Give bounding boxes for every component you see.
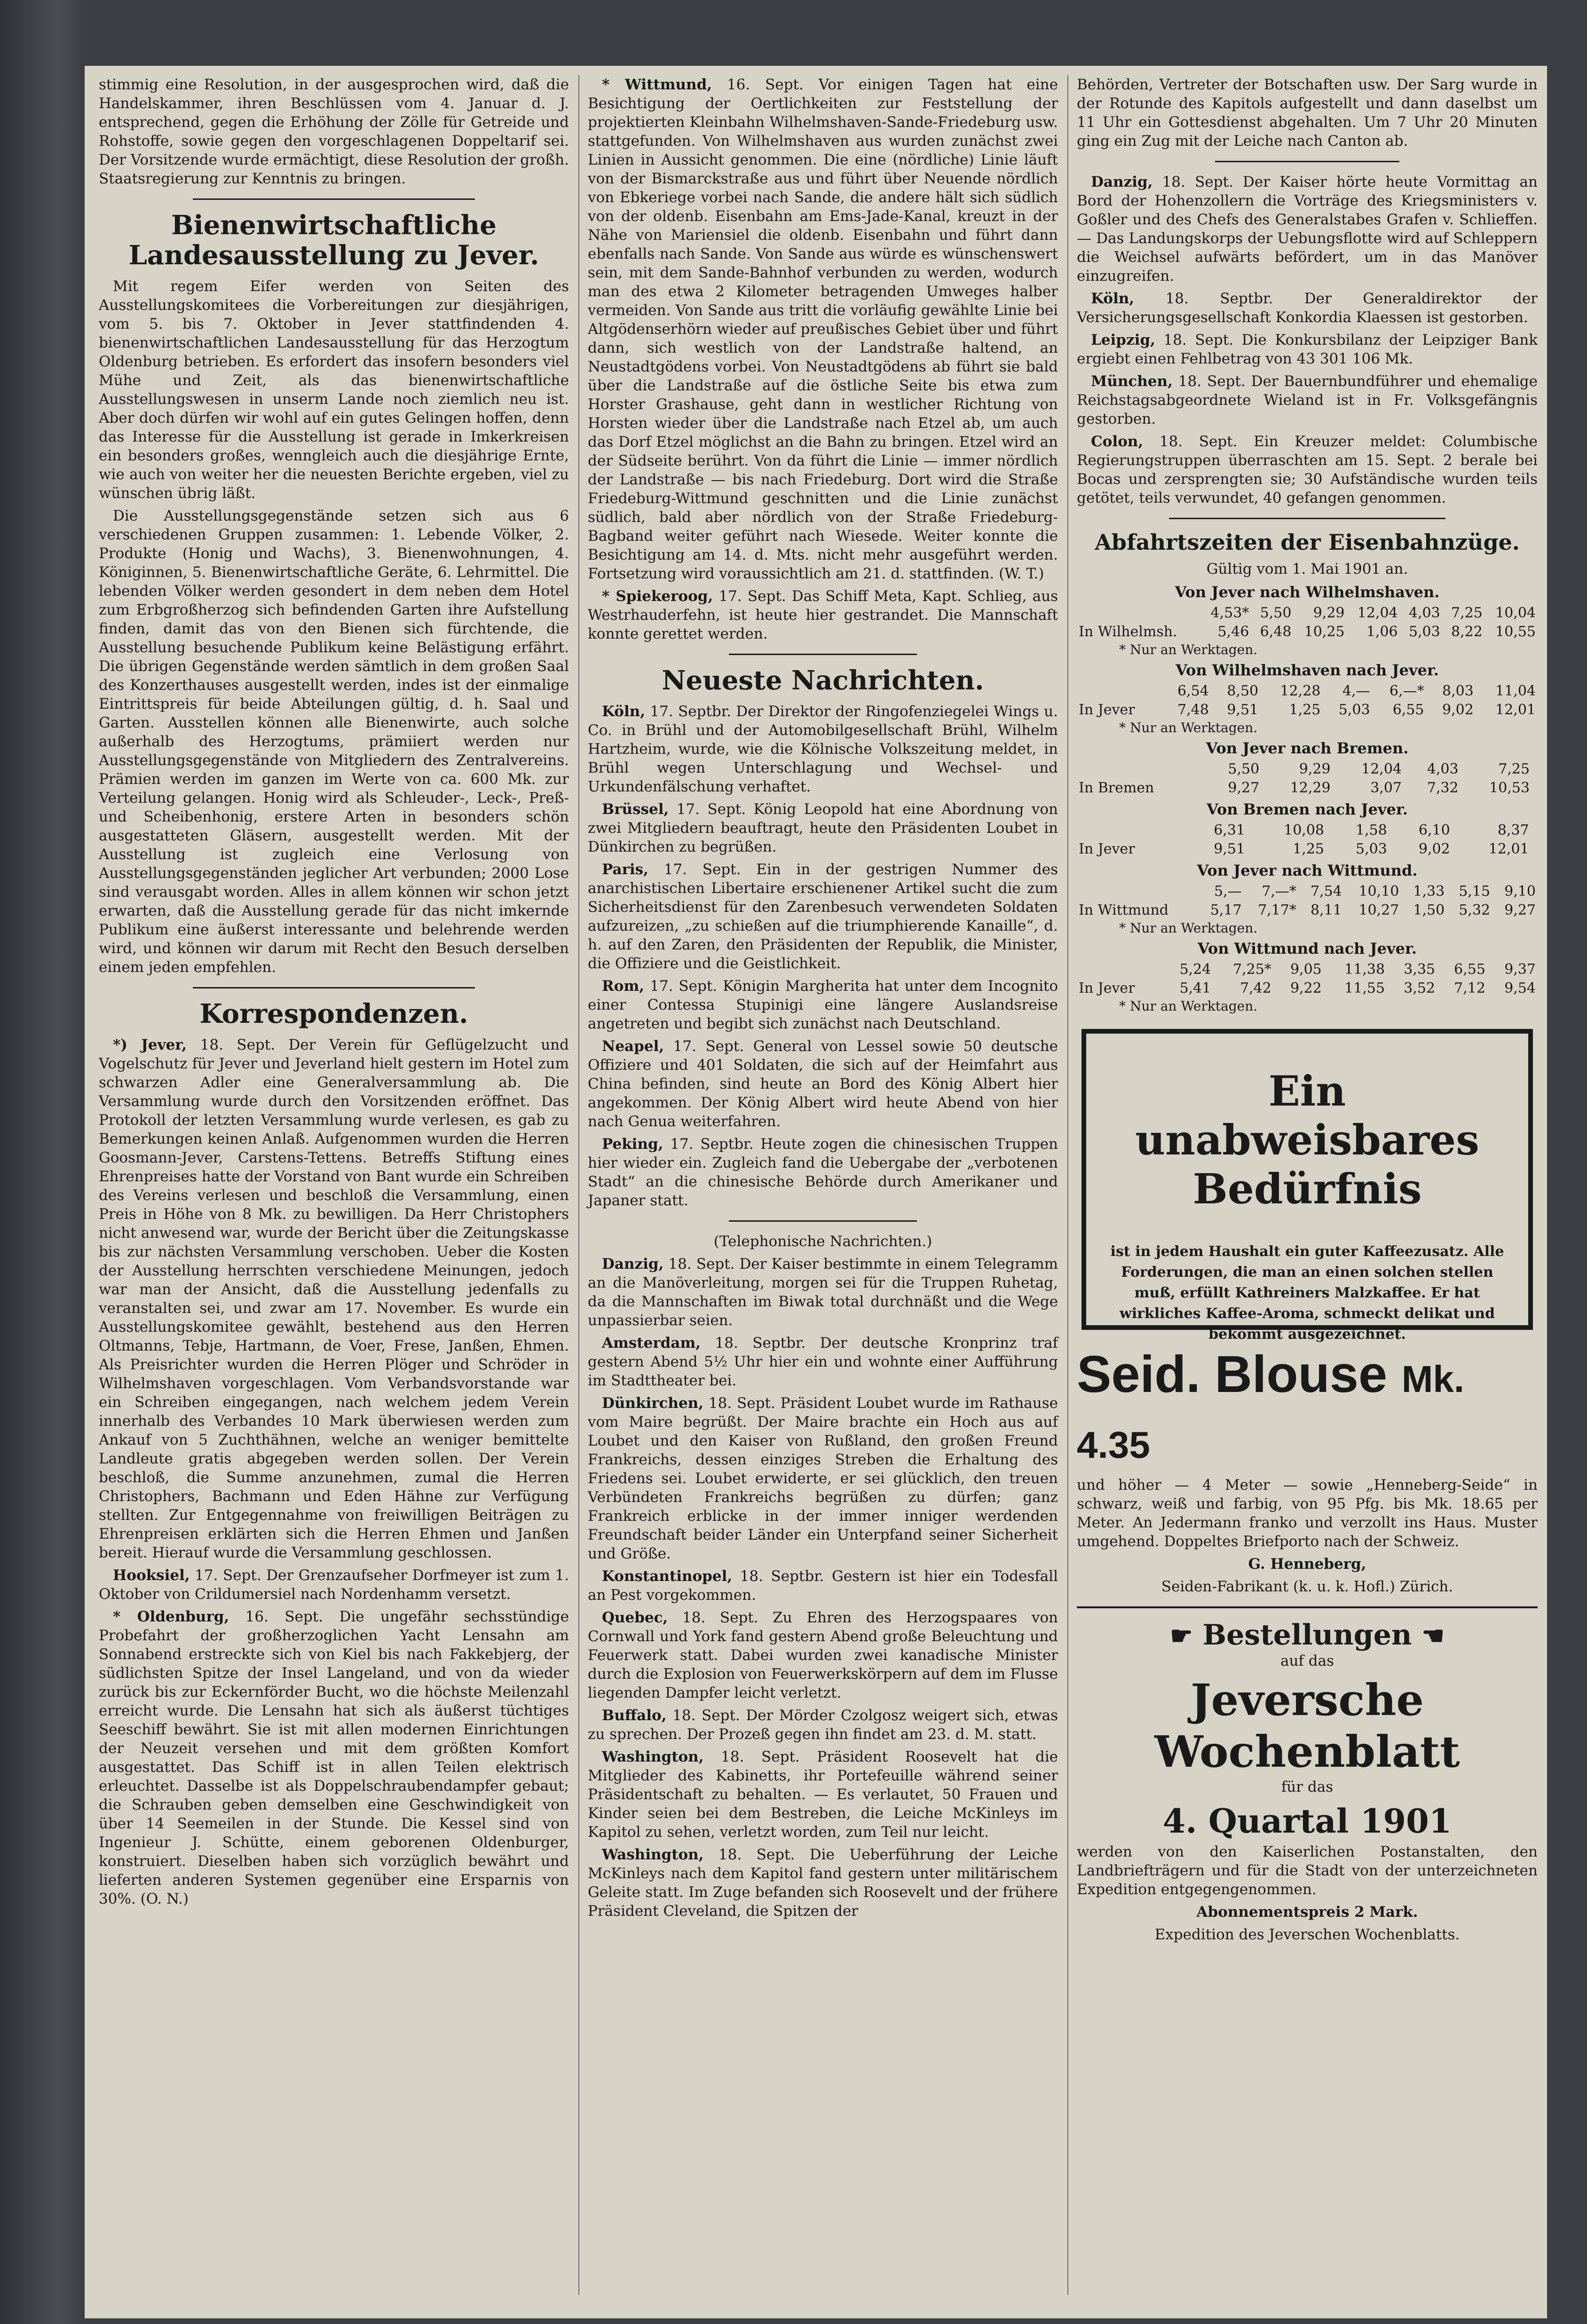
timetable-time: 5,32: [1459, 902, 1491, 918]
news-list: [588, 702, 1058, 1210]
ad-signature: Expedition des Jeverschen Wochenblatts.: [1154, 1926, 1460, 1943]
news-text: 18. Septbr. Gestern ist hier ein Todesfall an Pest vorgekommen.: [588, 1568, 1058, 1604]
timetable-station: In Bremen: [1079, 780, 1154, 796]
timetable-time: 9,51: [1214, 841, 1246, 857]
dateline-place: Washington,: [602, 1748, 704, 1765]
timetable-time: 9,10: [1504, 883, 1536, 900]
news-text: 18. Sept. Präsident Loubet wurde im Rathause vom Maire begrüßt. Der Maire brachte ein Hoch aus auf Loubet und den Kaiser von Rußland, den großen Freund Frankreichs, dessen einziges Streben die Erhaltung des Friedens sei. Loubet erwiderte, er sei glücklich, den treuen Verbündeten Frankreichs begrüßen zu dürfen; ganz Frankreich erblicke in der immer inniger werdenden Freundschaft beider Länder ein Unterpfand seiner Sicherheit und Größe.: [588, 1395, 1058, 1562]
news-text: 18. Sept. Die Ueberführung der Leiche McKinleys nach dem Kapitol fand gestern unter militärischem Geleite statt. Im Zuge befanden sich Roosevelt und der frühere Präsident Cleveland, die Spitzen der: [588, 1846, 1058, 1920]
timetable-route: Von Wilhelmshaven nach Jever.: [1176, 661, 1439, 679]
dateline-place: Peking,: [602, 1136, 663, 1153]
news-text: 18. Sept. Zu Ehren des Herzogspaares von Cornwall und York fand gestern Abend große Beleuchtung und Feuerwerk statt. Dabei wurden zwei kanadische Minister durch die Explosion von Feuerwerkskörpern auf dem im Flusse liegenden Dampfer leicht verletzt.: [588, 1609, 1058, 1701]
timetable-time: 3,52: [1404, 980, 1435, 996]
timetable-time: 1,06: [1366, 624, 1398, 640]
ad-text-fuer: für das: [1281, 1779, 1334, 1795]
timetable-time: 4,—: [1342, 683, 1370, 699]
dateline-place: Brüssel,: [602, 801, 669, 818]
timetable-time: 12,28: [1280, 683, 1321, 699]
timetable-time: 1,50: [1413, 902, 1445, 918]
timetable-time: 8,37: [1497, 822, 1529, 838]
timetable-time: 1,33: [1413, 883, 1445, 900]
timetable-time: 9,02: [1418, 841, 1450, 857]
ad-body: und höher — 4 Meter — sowie „Henneberg-Seide“ in schwarz, weiß und farbig, von 95 Pfg. bis Mk. 18.65 per Meter. An Jedermann franko und verzollt ins Haus. Muster umgehend. Doppeltes Briefporto nach der Schweiz.: [1077, 1477, 1538, 1550]
intro-paragraph: stimmig eine Resolution, in der ausgesprochen wird, daß die Handelskammer, ihren Beschlüssen vom 4. Januar d. J. entsprechend, gegen die Erhöhung der Zölle für Getreide und Rohstoffe, sowie gegen den vorgeschlagenen Doppeltarif sei. Der Vorsitzende wurde ermächtigt, diese Resolution der großh. Staatsregierung zur Kenntnis zu bringen.: [99, 76, 569, 187]
ad-body: werden von den Kaiserlichen Postanstalten, den Landbriefträgern und für die Stadt von der unterzeichneten Expedition entgegengenommen.: [1077, 1843, 1538, 1898]
news-item: [588, 1567, 1058, 1605]
telephone-news-list: [588, 1255, 1058, 1921]
timetable-time: 10,53: [1489, 780, 1530, 796]
ad-kathreiner: [1082, 1029, 1533, 1343]
article-text: 18. Sept. Der Verein für Geflügelzucht und Vogelschutz für Jever und Jeverland hielt gestern im Hotel zum schwarzen Adler eine Generalversammlung ab. Die Versammlung wurde durch den Vorsitzenden eröffnet. Das Protokoll der letzten Versammlung wurde verlesen, es gab zu Bemerkungen keinen Anlaß. Aufgenommen wurden die Herren Goosmann-Jever, Carstens-Tettens. Betreffs Stiftung eines Ehrenpreises hatte der Vorstand von Bant wurde ein Schreiben des Vereins verlesen und beschloß die Versammlung, einen Preis in Höhe von 8 Mk. zu bewilligen. Da Herr Christophers nicht anwesend war, wurde der Bericht über die Zeitungskasse bis zur nächsten Versammlung verschoben. Ueber die Kosten der Ausstellung herrschten verschiedene Meinungen, jedoch war man der Ansicht, daß die Ausstellung jedenfalls zu veranstalten sei, und zwar am 17. November. Es wurde ein Ausstellungskomitee gewählt, bestehend aus den Herren Oltmanns, Tebje, Hartmann, de Voer, Frese, Janßen, Ehmen. Als Preisrichter wurden die Herren Plöger und Schröder in Wilhelmshaven vorgeschlagen. Vom Verbandsvorstande war ein Schreiben eingegangen, nach welchem jedem Verein innerhalb des Verbandes 10 Mark überwiesen werden zum Ankauf von 5 Zuchthähnen, welche an weniger bemittelte Landleute gratis abgegeben werden sollen. Der Verein beschloß, die Summe anzunehmen, zumal die Herren Christophers, Bachmann und Eden Hähne zur Verfügung stellten. Zur Entgegennahme von freiwilligen Beiträgen zu Ehrenpreisen erklärten sich die Herren Ehmen und Janßen bereit. Hierauf wurde die Versammlung geschlossen.: [99, 1036, 569, 1561]
timetable-table: [1077, 882, 1538, 920]
timetable-table: [1077, 682, 1538, 719]
telephone-news-title: (Telephonische Nachrichten.): [713, 1233, 932, 1250]
column-2: [588, 75, 1058, 1924]
timetable-time: 4,03: [1427, 761, 1459, 777]
separator: [1169, 518, 1445, 519]
news-text: 17. Sept. König Leopold hat eine Abordnung von zwei Mitgliedern beauftragt, heute den Präsidenten Loubet in Dünkirchen zu begrüßen.: [588, 801, 1058, 855]
news-text: 17. Sept. Königin Margherita hat unter dem Incognito einer Contessa Stupinigi eine längere Auslandsreise angetreten und begibt sich zunächst nach Deutschland.: [588, 978, 1058, 1032]
binder-edge: [0, 0, 85, 2324]
news-item: [588, 860, 1058, 973]
timetable-row: [1077, 623, 1538, 641]
timetable-station: In Jever: [1079, 702, 1135, 718]
timetable-time: 5,03: [1356, 841, 1387, 857]
timetable-time: 4,53*: [1210, 605, 1249, 621]
timetable-time: 9,51: [1227, 702, 1259, 718]
article-wittmund: [588, 75, 1058, 583]
separator: [193, 987, 475, 988]
timetable-time: 5,24: [1179, 961, 1211, 978]
timetable-time: 4,03: [1408, 605, 1440, 621]
pointing-hand-icon: ☛: [1170, 1620, 1193, 1651]
timetable-time: 12,04: [1361, 761, 1402, 777]
article-hooksiel: [99, 1566, 569, 1604]
dateline-place: Dünkirchen,: [602, 1395, 704, 1412]
separator: [729, 654, 917, 655]
news-item: [588, 1255, 1058, 1330]
dateline-place: Rom,: [602, 978, 645, 995]
timetable-time: 7,12: [1454, 980, 1485, 996]
timetable-time: 7,25: [1451, 605, 1483, 621]
timetable-time: 9,27: [1504, 902, 1536, 918]
timetable-time: 6,—*: [1389, 683, 1424, 699]
timetable-time: 3,35: [1404, 961, 1435, 978]
news-item: [588, 1706, 1058, 1744]
article-oldenburg: [99, 1607, 569, 1908]
timetable-time: 6,48: [1260, 624, 1292, 640]
news-item: [588, 1135, 1058, 1210]
timetable-time: 11,38: [1344, 961, 1385, 978]
news-item: [588, 1845, 1058, 1921]
news-text: 18. Septbr. Der deutsche Kronprinz traf gestern Abend 5½ Uhr hier ein und wohnte einer Aufführung im Stadttheater bei.: [588, 1335, 1058, 1389]
timetable-time: 8,03: [1442, 683, 1474, 699]
timetable-station: [1077, 760, 1205, 779]
timetable-time: 10,10: [1358, 883, 1399, 900]
dateline-place: Neapel,: [602, 1038, 664, 1055]
timetable-route: Von Jever nach Bremen.: [1206, 739, 1409, 757]
news-text: 18. Sept. Der Kaiser hörte heute Vormittag an Bord der Hohenzollern die Vorträge des Kriegsministers v. Goßler und des Chefs des Generalstabes Grafen v. Schlieffen. — Das Landungskorps der Uebungsflotte wird auf Schleppern die Weichsel aufwärts befördert, um in das Manöver einzugreifen.: [1077, 174, 1538, 285]
continued-paragraph: Behörden, Vertreter der Botschaften usw. Der Sarg wurde in der Rotunde des Kapitols aufgestellt und dann daselbst um 11 Uhr ein Gottesdienst abgehalten. Um 7 Uhr 20 Minuten ging ein Zug mit der Leiche nach Canton ab.: [1077, 76, 1538, 150]
news-item: [588, 977, 1058, 1033]
column-3: [1077, 75, 1538, 1948]
timetable-time: 12,29: [1290, 780, 1331, 796]
timetable-time: 5,50: [1260, 605, 1292, 621]
timetable-time: 7,32: [1427, 780, 1459, 796]
ad-title: Bestellungen: [1202, 1619, 1412, 1652]
timetable-time: 11,04: [1495, 683, 1536, 699]
ad-headline: Ein unabweisbares Bedürfnis: [1135, 1067, 1479, 1213]
timetable-time: 7,25*: [1232, 961, 1271, 978]
timetable-time: 9,54: [1504, 980, 1536, 996]
timetable-time: 11,55: [1344, 980, 1385, 996]
timetable-time: 1,25: [1293, 841, 1324, 857]
separator: [1215, 161, 1399, 162]
news-item: [1077, 173, 1538, 285]
timetable-title: Abfahrtszeiten der Eisenbahnzüge.: [1095, 530, 1520, 555]
timetable-time: [1531, 840, 1538, 859]
ad-price: Abonnementspreis 2 Mark.: [1196, 1904, 1418, 1921]
ad-firm: G. Henneberg,: [1248, 1556, 1366, 1573]
dateline-place: Quebec,: [602, 1609, 668, 1626]
ad-subscription-title: [1077, 1619, 1538, 1652]
dateline-place: * Wittmund,: [602, 76, 712, 93]
timetable-time: 10,04: [1495, 605, 1536, 621]
news-text: 17. Sept. Ein in der gestrigen Nummer des anarchistischen Libertaire erschienener Artikel sucht die zum Sicherheitsdienst für den Zarenbesuch verwendeten Soldaten aufzureizen, „zu schießen auf die triumphierende Kanaille“, d. h. auf den Zaren, den Präsidenten der Republik, die Minister, die Offiziere und die Geistlichkeit.: [588, 861, 1058, 972]
timetable-time: 5,17: [1210, 902, 1242, 918]
bee-paragraph-2: Die Ausstellungsgegenstände setzen sich aus 6 verschiedenen Gruppen zusammen: 1. Lebende Völker, 2. Produkte (Honig und Wachs), 3. Bienenwohnungen, 4. Königinnen, 5. Bienenwirtschaftliche Geräte, 6. Lehrmittel. Die lebenden Völker werden gesondert in dem neben dem Hotel zum Erbgroßherzog sich befindenden Garten ihre Aufstellung finden, damit das von den Bienen sich fürchtende, die Ausstellung besuchende Publikum keine Belästigung erfährt. Die übrigen Gegenstände werden sämtlich in dem großen Saal des Konzerthauses ausgestellt werden, indes ist der einmalige Eintrittspreis für beide Abteilungen gültig, d. h. Saal und Garten. Ausstellen können alle Bienenwirte, auch solche außerhalb des Herzogtums, prämiiert werden nur Ausstellungsgegenstände von Mitgliedern des Zentralvereins. Prämien werden im ganzen im Werte von ca. 600 Mk. zur Verteilung gelangen. Honig wird als Schleuder-, Leck-, Preß- und Scheibenhonig, erstere Arten in besonders schön ausgestatteten Gläsern, ausgestellt werden. Mit der Ausstellung ist zugleich eine Verlosung von Ausstellungsgegenständen jeglicher Art verbunden; 2000 Lose sind verausgabt worden. Alles in allem können wir schon jetzt erwarten, daß die Ausstellung gerade für das nicht imkernde Publikum eine äußerst interessante und belehrende werden wird, und können wir darum mit Recht den Besuch derselben einem jeden empfehlen.: [99, 507, 569, 976]
timetable-time: 10,25: [1304, 624, 1345, 640]
timetable-time: 7,25: [1498, 761, 1530, 777]
timetable-station: In Jever: [1079, 980, 1135, 996]
timetable-time: 9,27: [1228, 780, 1260, 796]
timetable-time: 5,03: [1408, 624, 1440, 640]
column-1: [99, 75, 569, 1912]
news-item: [588, 1334, 1058, 1390]
timetable-table: [1077, 760, 1538, 798]
news-text: 18. Sept. Präsident Roosevelt hat die Mitglieder des Kabinetts, ihr Portefeuille während seiner Präsidentschaft zu behalten. — Es verlautet, 50 Frauen und Kinder seien bei dem Bestreben, die Leiche McKinleys im Kapitol zu sehen, verletzt worden, zum Teil nur leicht.: [588, 1748, 1058, 1841]
timetable-note: * Nur an Werktagen.: [1119, 642, 1258, 657]
news-item: [588, 1037, 1058, 1131]
timetable-row: [1077, 840, 1538, 859]
dateline-place: * Oldenburg,: [113, 1608, 229, 1625]
dateline-place: Köln,: [602, 703, 646, 720]
news-item: [588, 800, 1058, 856]
timetable-time: 1,58: [1356, 822, 1387, 838]
article-text: 17. Sept. Das Schiff Meta, Kapt. Schlieg, aus Westrhauderfehn, ist heute hier gestrandet. Die Mannschaft konnte gerettet werden.: [588, 588, 1058, 642]
ad-body: ist in jedem Haushalt ein guter Kaffeezusatz. Alle Forderungen, die man an einen solchen stellen muß, erfüllt Kathreiners Malzkaffee. Er hat wirkliches Kaffee-Aroma, schmeckt delikat und bekommt ausgezeichnet.: [1110, 1243, 1504, 1343]
timetable-time: 8,11: [1310, 902, 1342, 918]
timetable-time: [1532, 760, 1538, 779]
timetable-station: [1077, 960, 1162, 979]
dateline-place: Hooksiel,: [113, 1567, 190, 1584]
timetable-row: [1077, 960, 1538, 979]
dateline-place: Washington,: [602, 1846, 704, 1863]
timetable-time: 9,29: [1313, 605, 1345, 621]
timetable-station: [1077, 604, 1200, 623]
timetable-row: [1077, 901, 1538, 920]
timetable-time: 7,42: [1240, 980, 1271, 996]
article-jever: [99, 1036, 569, 1562]
timetable-time: [1532, 779, 1538, 798]
timetable-table: [1077, 960, 1538, 998]
timetable-time: 10,27: [1358, 902, 1399, 918]
ad-title: Seid. Blouse: [1077, 1345, 1388, 1403]
dateline-place: Paris,: [602, 861, 648, 878]
ad-subscription: [1077, 1619, 1538, 1944]
dateline-place: Danzig,: [1091, 174, 1153, 190]
timetable-time: 9,29: [1299, 761, 1331, 777]
column-rule: [578, 75, 579, 2295]
dateline-place: Danzig,: [602, 1256, 664, 1273]
dateline-place: Colon,: [1091, 433, 1144, 450]
newspaper-name: Jeversche Wochenblatt: [1154, 1675, 1460, 1777]
article-title-bee: Bienenwirtschaftliche Landesausstellung zu Jever.: [128, 210, 539, 271]
timetable-time: 6,31: [1214, 822, 1246, 838]
bee-paragraph-1: Mit regem Eifer werden von Seiten des Ausstellungskomitees die Vorbereitungen zur diesjährigen, vom 5. bis 7. Oktober in Jever stattfindenden 4. bienenwirtschaftlichen Landesausstellung für das Herzogtum Oldenburg betrieben. Es erfordert das insofern besonders viel Mühe und Zeit, als das bienenwirtschaftliche Ausstellungswesen in unserm Lande noch ziemlich neu ist. Aber doch dürfen wir wohl auf ein gutes Gelingen hoffen, denn das Interesse für die Ausstellung ist gerade in Imkerkreisen ein besonders großes, wenngleich auch die diesjährige Ernte, wie auch von weiter her die neuesten Berichte ergeben, viel zu wünschen übrig läßt.: [99, 278, 569, 502]
news-text: 17. Septbr. Der Direktor der Ringofenziegelei Wings u. Co. in Brühl und der Automobilgesellschaft Brühl, Wilhelm Hartzheim, wurde, wie die Kölnische Volkszeitung meldet, in Brühl wegen Unterschlagung und Wechsel- und Urkundenfälschung verhaftet.: [588, 703, 1058, 795]
timetable-time: 8,22: [1451, 624, 1483, 640]
separator: [193, 198, 475, 200]
timetable-subtitle: Gültig vom 1. Mai 1901 an.: [1206, 561, 1408, 577]
news-item: [1077, 432, 1538, 507]
ad-firm-line: Seiden-Fabrikant (k. u. k. Hofl.) Zürich.: [1161, 1578, 1453, 1595]
news-item: [588, 1608, 1058, 1702]
timetable-time: 5,50: [1228, 761, 1260, 777]
timetable-time: 12,04: [1357, 605, 1398, 621]
timetable-time: 7,54: [1310, 883, 1342, 900]
timetable-time: 9,02: [1442, 702, 1474, 718]
pointing-hand-icon: ☚: [1421, 1620, 1445, 1651]
timetable-row: [1077, 779, 1538, 798]
newspaper-page: [85, 66, 1547, 2318]
news-item: [588, 1747, 1058, 1842]
news-text: 18. Septbr. Der Generaldirektor der Versicherungsgesellschaft Konkordia Klaessen ist gestorben.: [1077, 290, 1538, 326]
timetable-table: [1077, 821, 1538, 859]
quarter: 4. Quartal 1901: [1162, 1802, 1452, 1841]
news-item: [1077, 331, 1538, 368]
timetable-station: In Jever: [1079, 841, 1135, 857]
news-item: [1077, 289, 1538, 327]
timetable-note: * Nur an Werktagen.: [1119, 720, 1258, 735]
news-text: 18. Sept. Der Bauernbundführer und ehemalige Reichstagsabgeordnete Wieland ist in Fr. Volksgefängnis gestorben.: [1077, 373, 1538, 427]
news-list-col3: [1077, 173, 1538, 507]
dateline-place: Buffalo,: [602, 1707, 667, 1724]
separator: [729, 1220, 917, 1222]
timetable-time: 10,08: [1284, 822, 1324, 838]
timetable-time: [1531, 821, 1538, 840]
timetable-row: [1077, 760, 1538, 779]
column-rule: [1067, 75, 1068, 2295]
section-title-correspondence: Korrespondenzen.: [199, 998, 468, 1029]
news-item: [1077, 372, 1538, 428]
timetable-time: 9,22: [1290, 980, 1322, 996]
ad-text-auf: auf das: [1280, 1652, 1334, 1669]
timetable-note: * Nur an Werktagen.: [1119, 920, 1258, 936]
timetable-row: [1077, 701, 1538, 719]
timetable-note: * Nur an Werktagen.: [1119, 998, 1258, 1014]
timetable-time: 12,01: [1488, 841, 1529, 857]
ad-headline: [1077, 1344, 1538, 1476]
timetable-station: [1077, 821, 1184, 840]
news-text: 18. Sept. Der Mörder Czolgosz weigert sich, etwas zu sprechen. Der Prozeß gegen ihn findet am 23. d. M. statt.: [588, 1707, 1058, 1743]
timetable-time: 5,—: [1214, 883, 1242, 900]
timetable-time: 5,15: [1459, 883, 1491, 900]
timetable-time: 7,17*: [1258, 902, 1296, 918]
dateline-place: Köln,: [1091, 290, 1135, 307]
article-text: 16. Sept. Vor einigen Tagen hat eine Besichtigung der Oertlichkeiten zur Feststellung der projektierten Kleinbahn Wilhelmshaven-Sande-Friedeburg usw. stattgefunden. Von Wilhelmshaven aus wurden zunächst zwei Linien in Aussicht genommen. Die eine (nördliche) Linie läuft von der Bismarckstraße aus und führt über Neuende nördlich von Ebkeriege vorbei nach Sande, die andere hält sich südlich von der oldenb. Eisenbahn am Ems-Jade-Kanal, kreuzt in der Nähe von Mariensiel die oldenb. Eisenbahn und führt dann ebenfalls nach Sande. Von Sande aus würde es wünschenswert sein, mit dem Sande-Bahnhof verbunden zu werden, wodurch man des etwa 2 Kilometer betragenden Umweges halber vermeiden. Von Sande aus tritt die vorläufig gewählte Linie bei Altgödenserhörn wieder auf preußisches Gebiet über und führt dann, sich westlich von der Landstraße haltend, an Neustadtgödens vorbei. Von Neustadtgödens ab führt sie bald über die Landstraße auf die östliche Seite bis etwa zum Horster Grashause, geht dann in westlicher Richtung von Horsten wieder über die Landstraße nach Etzel ab, um auch das Dorf Etzel möglichst an die Bahn zu bringen. Etzel wird an der Südseite berührt. Von da führt die Linie — immer nördlich der Landstraße — bis nach Friedeburg. Dort wird die Straße Friedeburg-Wittmund geschnitten und die Linie zunächst südlich, bald aber nördlich von der Straße Friedeburg-Bagband weiter geführt nach Wiesede. Weiter konnte die Besichtigung am 14. d. Mts. nicht mehr ausgeführt werden. Fortsetzung wird voraussichtlich am 21. d. stattfinden. (W. T.): [588, 76, 1058, 582]
article-text: 17. Sept. Der Grenzaufseher Dorfmeyer ist zum 1. Oktober von Crildumersiel nach Nordenhamm versetzt.: [99, 1567, 569, 1603]
timetable-station: In Wittmund: [1079, 902, 1169, 918]
timetable-station: In Wilhelmsh.: [1079, 624, 1177, 640]
ad-price: Mk. 4.35: [1077, 1358, 1465, 1466]
timetable-time: 12,01: [1495, 702, 1536, 718]
news-item: [588, 702, 1058, 796]
section-title-news: Neueste Nachrichten.: [662, 665, 984, 696]
timetable-row: [1077, 821, 1538, 840]
timetable-route: Von Bremen nach Jever.: [1207, 800, 1408, 818]
news-item: [588, 1394, 1058, 1563]
dateline-place: Leipzig,: [1091, 332, 1155, 348]
timetable-time: 7,48: [1177, 702, 1209, 718]
dateline-place: Amsterdam,: [602, 1335, 701, 1352]
dateline-place: Konstantinopel,: [602, 1568, 733, 1585]
ad-henneberg: [1077, 1344, 1538, 1596]
timetable-time: 7,—*: [1262, 883, 1296, 900]
timetable-station: [1077, 682, 1161, 701]
dateline-place: *) Jever,: [113, 1036, 187, 1053]
timetable-time: 5,03: [1338, 702, 1370, 718]
timetable-time: 10,55: [1495, 624, 1536, 640]
timetable-time: 6,55: [1392, 702, 1424, 718]
separator: [1077, 1606, 1538, 1608]
timetable-station: [1077, 882, 1198, 901]
news-text: 18. Sept. Der Kaiser bestimmte in einem Telegramm an die Manöverleitung, morgen sei für die Truppen Ruhetag, da die Mannschaften im Biwak total durchnäßt und die Wege unpassierbar seien.: [588, 1256, 1058, 1329]
article-spiekeroog: [588, 587, 1058, 643]
timetable-row: [1077, 979, 1538, 998]
timetable: [1077, 582, 1538, 1015]
news-text: 18. Sept. Die Konkursbilanz der Leipziger Bank ergiebt einen Fehlbetrag von 43 301 106 Mk.: [1077, 332, 1538, 367]
timetable-route: Von Jever nach Wittmund.: [1197, 862, 1418, 879]
timetable-time: 1,25: [1289, 702, 1321, 718]
timetable-time: 9,37: [1504, 961, 1536, 978]
timetable-time: 6,54: [1177, 683, 1209, 699]
news-text: 17. Septbr. Heute zogen die chinesischen Truppen hier wieder ein. Zugleich fand die Uebergabe der „verbotenen Stadt“ an die chinesische Behörde durch Amerikaner und Japaner statt.: [588, 1136, 1058, 1209]
timetable-row: [1077, 682, 1538, 701]
timetable-route: Von Jever nach Wilhelmshaven.: [1175, 583, 1440, 601]
dateline-place: München,: [1091, 373, 1173, 390]
timetable-time: 6,55: [1454, 961, 1485, 978]
timetable-row: [1077, 604, 1538, 623]
timetable-table: [1077, 604, 1538, 641]
timetable-time: 3,07: [1370, 780, 1402, 796]
dateline-place: * Spiekeroog,: [602, 588, 713, 605]
timetable-row: [1077, 882, 1538, 901]
timetable-time: 9,05: [1290, 961, 1322, 978]
timetable-route: Von Wittmund nach Jever.: [1197, 940, 1417, 957]
timetable-time: 6,10: [1418, 822, 1450, 838]
news-text: 18. Sept. Ein Kreuzer meldet: Columbische Regierungstruppen überraschten am 15. Sept. 2 berale bei Bocas und zersprengten sie; 30 Aufständische wurden teils getötet, teils verwundet, 40 gefangen genommen.: [1077, 433, 1538, 506]
article-text: 16. Sept. Die ungefähr sechsstündige Probefahrt der großherzoglichen Yacht Lensahn am Sonnabend erstreckte sich von Kiel bis nach Fakkebjerg, der südlichsten Spitze der Insel Langeland, und von da wieder zurück bis zur Eckernförder Bucht, wo die höchste Meilenzahl erreicht wurde. Die Lensahn hat sich als äußerst tüchtiges Seeschiff bewährt. Sie ist mit allen modernen Einrichtungen der Neuzeit versehen und mit dem größten Komfort ausgestattet. Das Schiff ist in allen Teilen elektrisch erleuchtet. Dasselbe ist als Doppelschraubendampfer gebaut; die Schrauben geben demselben eine Geschwindigkeit von über 14 Seemeilen in der Stunde. Die Kessel sind von Ingenieur J. Schütte, einem geborenen Oldenburger, konstruiert. Dieselben haben sich vorzüglich bewährt und lieferten anderen Systemen gegenüber eine Ersparnis von 30%. (O. N.): [99, 1608, 569, 1907]
news-text: 17. Sept. General von Lessel sowie 50 deutsche Offiziere und 401 Soldaten, die sich auf der Heimfahrt aus China befinden, sind heute an Bord des König Albert hier angekommen. Der König Albert wird heute Abend von hier nach Genua weiterfahren.: [588, 1038, 1058, 1130]
timetable-time: 5,41: [1179, 980, 1211, 996]
timetable-time: 5,46: [1217, 624, 1249, 640]
timetable-time: 8,50: [1227, 683, 1259, 699]
